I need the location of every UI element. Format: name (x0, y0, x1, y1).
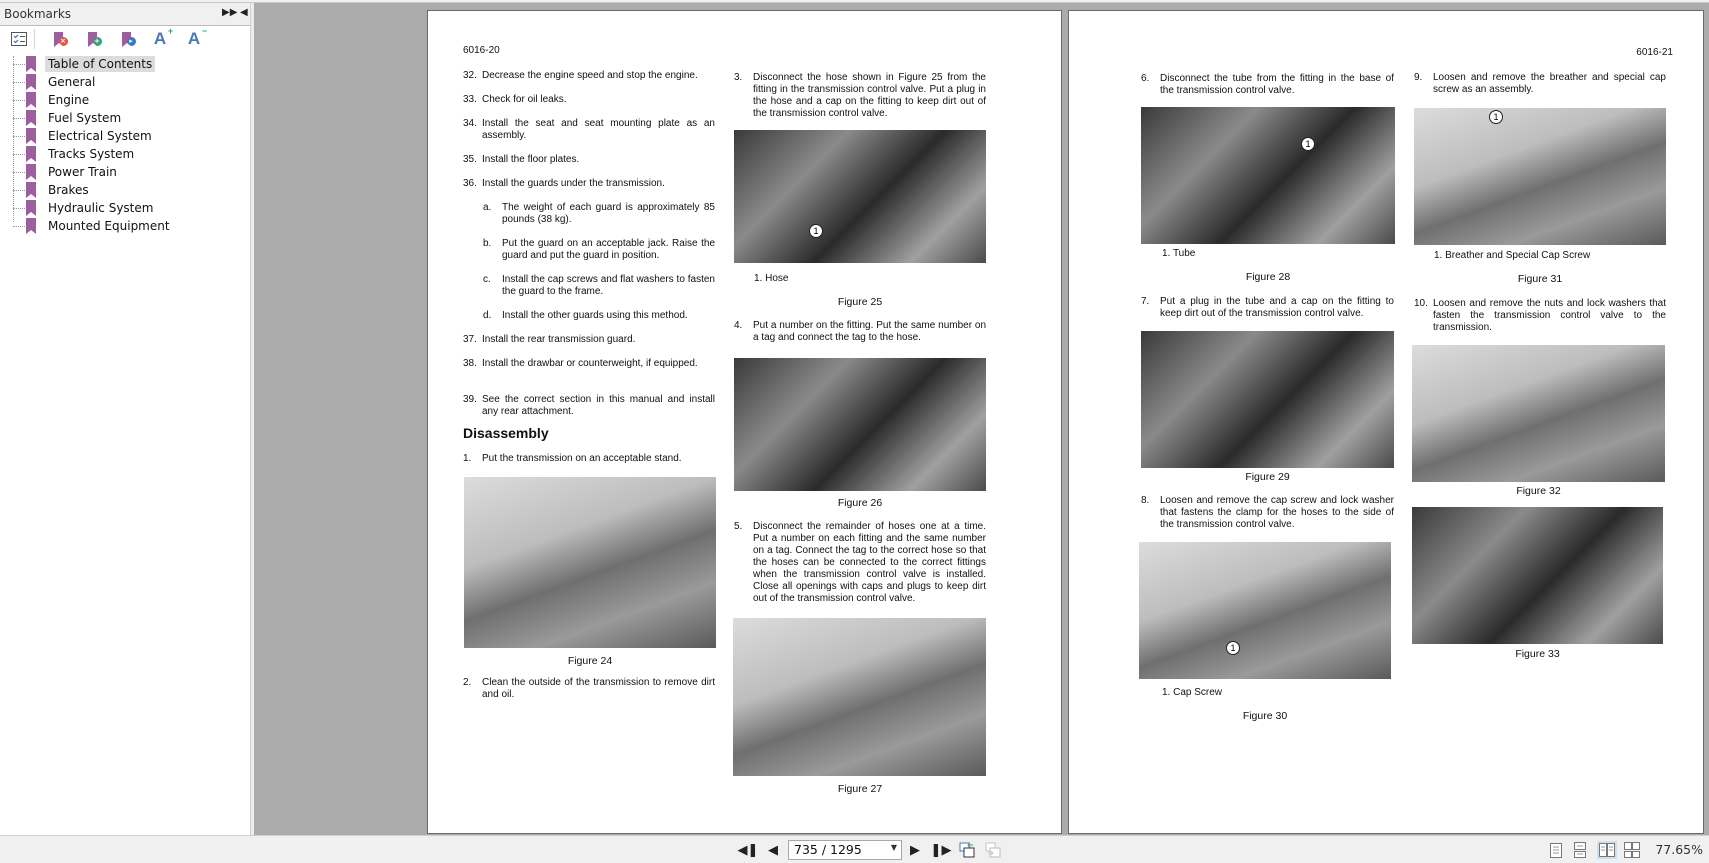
bookmark-icon (26, 200, 36, 216)
page-number: 6016-20 (463, 45, 500, 56)
delete-bookmark-icon[interactable]: × (41, 28, 75, 50)
go-to-bookmark-icon[interactable]: ▸ (109, 28, 143, 50)
figure-24-image (464, 477, 716, 648)
bookmark-hydraulic-system[interactable]: Hydraulic System (0, 199, 250, 217)
bookmark-icon (26, 110, 36, 126)
last-page-icon[interactable]: ❚▶ (930, 842, 952, 858)
figure-callout: 1 (1489, 110, 1503, 124)
continuous-facing-view-icon[interactable] (1622, 841, 1642, 859)
next-page-icon[interactable]: ▶ (910, 842, 920, 858)
figure-29-caption: Figure 29 (1245, 471, 1290, 483)
step-d10: 10. Loosen and remove the nuts and lock washers that fasten the transmission control valve to the transmission. (1414, 298, 1666, 333)
figure-callout: 1 (1301, 137, 1315, 151)
bookmark-icon (26, 56, 36, 72)
step-d4: 4. Put a number on the fitting. Put the same number on a tag and connect the tag to the hose. (734, 320, 986, 343)
step-36: 36. Install the guards under the transmission. (463, 178, 665, 189)
figure-32-caption: Figure 32 (1516, 485, 1561, 497)
step-d5: 5. Disconnect the remainder of hoses one at a time. Put a number on each fitting and the same number on a tag. Connect the tag to the correct hose so that the hoses can be connected to the correct fittings when the transmission control valve is installed. Close all openings with caps and plugs to keep dirt out of the transmission control valve. (734, 521, 986, 604)
bookmark-power-train[interactable]: Power Train (0, 163, 250, 181)
bookmark-electrical-system[interactable]: Electrical System (0, 127, 250, 145)
bookmark-mounted-equipment[interactable]: Mounted Equipment (0, 217, 250, 235)
figure-28-legend: 1. Tube (1162, 248, 1196, 259)
step-36d: d. Install the other guards using this method. (483, 310, 688, 321)
figure-30-legend: 1. Cap Screw (1162, 687, 1223, 698)
step-32: 32. Decrease the engine speed and stop the engine. (463, 70, 698, 81)
page-left (427, 10, 1062, 834)
toolbar-separator (34, 29, 35, 49)
bookmark-icon (26, 146, 36, 162)
bookmark-icon (26, 218, 36, 234)
document-viewer[interactable] (254, 3, 1709, 835)
first-page-icon[interactable]: ◀❚ (737, 842, 759, 858)
figure-33-caption: Figure 33 (1515, 648, 1560, 660)
figure-callout: 1 (1226, 641, 1240, 655)
bookmark-icon (26, 182, 36, 198)
continuous-view-icon[interactable] (1570, 841, 1590, 859)
bookmarks-panel (0, 3, 251, 835)
previous-view-icon[interactable] (956, 840, 978, 860)
figure-25-caption: Figure 25 (837, 296, 883, 308)
step-34: 34. Install the seat and seat mounting plate as an assembly. (463, 118, 715, 141)
figure-31-image (1414, 108, 1666, 245)
step-36b: b. Put the guard on an acceptable jack. Raise the guard and put the guard in position. (483, 238, 715, 261)
step-d7: 7. Put a plug in the tube and a cap on the fitting to keep dirt out of the transmission control valve. (1141, 296, 1394, 319)
bookmark-tree (0, 52, 250, 235)
figure-26-image (734, 358, 986, 491)
step-d3: 3. Disconnect the hose shown in Figure 25 from the fitting in the transmission control valve. Put a plug in the hose and a cap on the fitting to keep dirt out of the transmission control valve. (734, 72, 986, 119)
figure-31-caption: Figure 31 (1517, 273, 1563, 285)
bookmark-general[interactable]: General (0, 73, 250, 91)
figure-25-image (734, 130, 986, 263)
figure-27-image (733, 618, 986, 776)
figure-30-caption: Figure 30 (1242, 710, 1288, 722)
zoom-level[interactable]: 77.65% (1655, 842, 1703, 857)
figure-24-caption: Figure 24 (567, 655, 613, 667)
expand-panel-icon[interactable]: ▶▶ (222, 7, 238, 18)
bookmarks-title: Bookmarks (4, 7, 72, 21)
bookmark-fuel-system[interactable]: Fuel System (0, 109, 250, 127)
section-heading: Disassembly (463, 425, 549, 441)
page-number-input[interactable]: 735 / 1295 ▼ (788, 840, 902, 860)
bookmark-icon (26, 74, 36, 90)
step-38: 38. Install the drawbar or counterweight, if equipped. (463, 358, 698, 369)
figure-27-caption: Figure 27 (837, 783, 883, 795)
facing-view-icon[interactable] (1597, 841, 1617, 859)
bookmark-table-of-contents[interactable]: Table of Contents (0, 55, 250, 73)
step-d2: 2. Clean the outside of the transmission to remove dirt and oil. (463, 677, 715, 700)
figure-30-image (1139, 542, 1391, 679)
bookmark-options-icon[interactable] (8, 28, 30, 50)
previous-page-icon[interactable]: ◀ (768, 842, 778, 858)
step-33: 33. Check for oil leaks. (463, 94, 567, 105)
step-37: 37. Install the rear transmission guard. (463, 334, 636, 345)
bookmarks-toolbar (0, 26, 250, 52)
step-d1: 1. Put the transmission on an acceptable stand. (463, 453, 682, 464)
figure-32-image (1412, 345, 1665, 482)
page-number: 6016-21 (1636, 47, 1673, 58)
bookmark-icon (26, 128, 36, 144)
single-page-view-icon[interactable] (1546, 841, 1566, 859)
figure-26-caption: Figure 26 (837, 497, 883, 509)
bookmark-icon (26, 92, 36, 108)
navigation-bar (0, 835, 1709, 863)
step-d6: 6. Disconnect the tube from the fitting in the base of the transmission control valve. (1141, 73, 1394, 96)
figure-33-image (1412, 507, 1663, 644)
step-39: 39. See the correct section in this manual and install any rear attachment. (463, 394, 715, 417)
decrease-font-icon[interactable]: A − (187, 26, 208, 48)
figure-29-image (1141, 331, 1394, 468)
figure-28-caption: Figure 28 (1245, 271, 1291, 283)
figure-callout: 1 (809, 224, 823, 238)
step-d8: 8. Loosen and remove the cap screw and lock washer that fastens the clamp for the hoses to the side of the transmission control valve. (1141, 495, 1394, 530)
bookmarks-header (0, 3, 250, 26)
bookmark-brakes[interactable]: Brakes (0, 181, 250, 199)
figure-31-legend: 1. Breather and Special Cap Screw (1434, 250, 1591, 261)
add-bookmark-icon[interactable]: + (75, 28, 109, 50)
bookmark-icon (26, 164, 36, 180)
page-right (1068, 10, 1704, 834)
next-view-icon[interactable] (982, 840, 1004, 860)
chevron-down-icon[interactable]: ▼ (890, 843, 897, 852)
figure-25-legend: 1. Hose (754, 273, 789, 284)
step-35: 35. Install the floor plates. (463, 154, 580, 165)
figure-28-image (1141, 107, 1395, 244)
step-36a: a. The weight of each guard is approximately 85 pounds (38 kg). (483, 202, 715, 225)
collapse-panel-icon[interactable]: ◀ (240, 7, 248, 18)
step-36c: c. Install the cap screws and flat washers to fasten the guard to the frame. (483, 274, 715, 297)
bookmark-tracks-system[interactable]: Tracks System (0, 145, 250, 163)
increase-font-icon[interactable]: A + (153, 26, 174, 48)
step-d9: 9. Loosen and remove the breather and special cap screw as an assembly. (1414, 72, 1666, 95)
bookmark-engine[interactable]: Engine (0, 91, 250, 109)
